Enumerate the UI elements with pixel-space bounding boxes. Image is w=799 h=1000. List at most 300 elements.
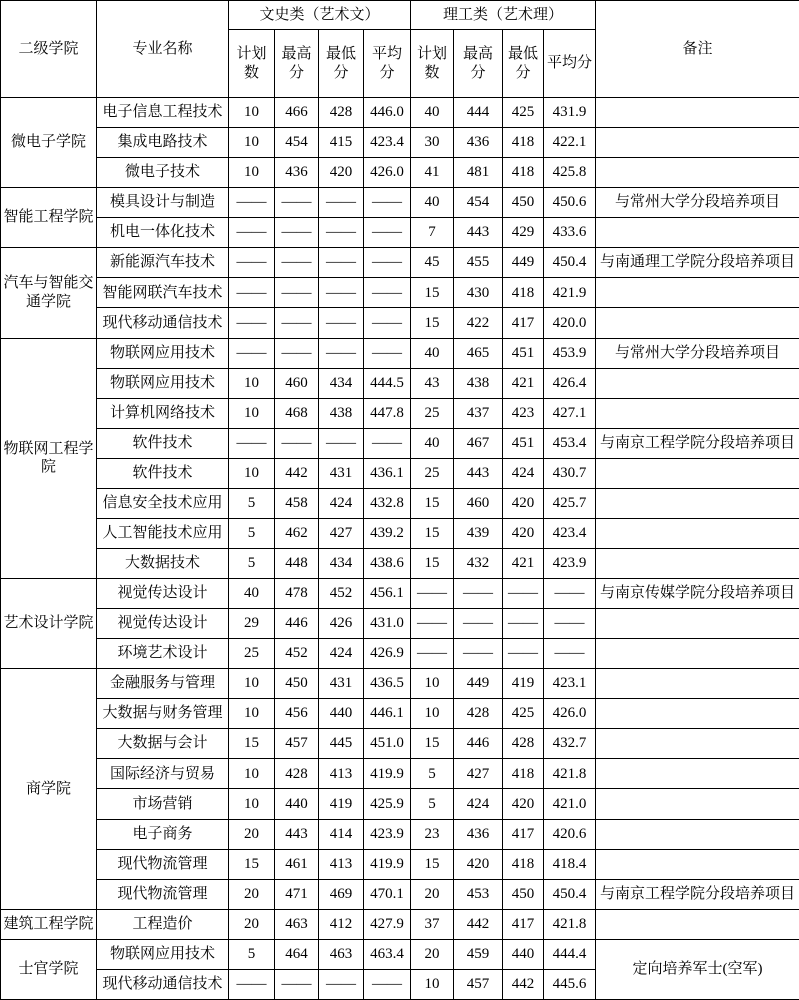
remark-cell — [596, 218, 799, 248]
wenshi-avg-cell: 431.0 — [364, 609, 411, 639]
table-row — [1, 609, 799, 639]
major-name-cell: 电子商务 — [97, 819, 229, 849]
ligong-max-cell: 459 — [454, 939, 503, 969]
wenshi-min-cell: 434 — [319, 368, 364, 398]
ligong-max-cell: 454 — [454, 188, 503, 218]
ligong-plan-cell: 23 — [411, 819, 454, 849]
ligong-max-cell: 422 — [454, 308, 503, 338]
table-row — [1, 759, 799, 789]
ligong-avg-cell: 425.8 — [544, 158, 596, 188]
subheader-ligong-avg: 平均分 — [544, 30, 596, 98]
table-row — [1, 879, 799, 909]
wenshi-min-cell: —— — [319, 218, 364, 248]
wenshi-avg-cell: 426.9 — [364, 639, 411, 669]
ligong-max-cell: 449 — [454, 669, 503, 699]
ligong-plan-cell: 15 — [411, 308, 454, 338]
remark-cell — [596, 368, 799, 398]
ligong-plan-cell: 15 — [411, 518, 454, 548]
wenshi-plan-cell: —— — [229, 308, 275, 338]
remark-cell — [596, 669, 799, 699]
wenshi-max-cell: 462 — [275, 518, 319, 548]
ligong-plan-cell: 15 — [411, 278, 454, 308]
wenshi-plan-cell: 10 — [229, 368, 275, 398]
wenshi-min-cell: 415 — [319, 128, 364, 158]
wenshi-min-cell: 412 — [319, 909, 364, 939]
major-name-cell: 工程造价 — [97, 909, 229, 939]
ligong-min-cell: 424 — [503, 458, 544, 488]
ligong-max-cell: 481 — [454, 158, 503, 188]
table-row — [1, 398, 799, 428]
ligong-min-cell: 418 — [503, 278, 544, 308]
table-row — [1, 278, 799, 308]
header-group-wenshi: 文史类（艺术文） — [229, 1, 411, 30]
ligong-min-cell: —— — [503, 609, 544, 639]
remark-cell — [596, 789, 799, 819]
wenshi-avg-cell: 419.9 — [364, 759, 411, 789]
ligong-avg-cell: 426.4 — [544, 368, 596, 398]
college-name-cell: 艺术设计学院 — [1, 579, 97, 669]
remark-cell — [596, 128, 799, 158]
ligong-avg-cell: 423.9 — [544, 548, 596, 578]
wenshi-max-cell: 452 — [275, 639, 319, 669]
wenshi-min-cell: —— — [319, 248, 364, 278]
ligong-avg-cell: 430.7 — [544, 458, 596, 488]
ligong-avg-cell: 453.4 — [544, 428, 596, 458]
wenshi-min-cell: 431 — [319, 458, 364, 488]
wenshi-plan-cell: 5 — [229, 548, 275, 578]
ligong-max-cell: 424 — [454, 789, 503, 819]
ligong-avg-cell: 420.0 — [544, 308, 596, 338]
wenshi-min-cell: —— — [319, 338, 364, 368]
wenshi-plan-cell: 10 — [229, 669, 275, 699]
major-name-cell: 大数据技术 — [97, 548, 229, 578]
wenshi-plan-cell: —— — [229, 969, 275, 999]
ligong-plan-cell: 40 — [411, 188, 454, 218]
remark-cell — [596, 819, 799, 849]
ligong-avg-cell: —— — [544, 579, 596, 609]
table-row — [1, 488, 799, 518]
remark-cell: 与南通理工学院分段培养项目 — [596, 248, 799, 278]
wenshi-max-cell: 464 — [275, 939, 319, 969]
major-name-cell: 现代移动通信技术 — [97, 969, 229, 999]
wenshi-avg-cell: 444.5 — [364, 368, 411, 398]
wenshi-min-cell: 438 — [319, 398, 364, 428]
ligong-max-cell: —— — [454, 579, 503, 609]
wenshi-min-cell: 452 — [319, 579, 364, 609]
major-name-cell: 电子信息工程技术 — [97, 98, 229, 128]
remark-cell — [596, 729, 799, 759]
wenshi-max-cell: 446 — [275, 609, 319, 639]
table-row — [1, 849, 799, 879]
wenshi-avg-cell: 439.2 — [364, 518, 411, 548]
ligong-max-cell: 443 — [454, 458, 503, 488]
ligong-avg-cell: 420.6 — [544, 819, 596, 849]
ligong-plan-cell: 37 — [411, 909, 454, 939]
major-name-cell: 机电一体化技术 — [97, 218, 229, 248]
ligong-max-cell: 443 — [454, 218, 503, 248]
wenshi-min-cell: —— — [319, 969, 364, 999]
ligong-min-cell: 418 — [503, 759, 544, 789]
remark-cell: 与南京传媒学院分段培养项目 — [596, 579, 799, 609]
wenshi-avg-cell: —— — [364, 338, 411, 368]
ligong-plan-cell: 10 — [411, 969, 454, 999]
ligong-min-cell: 417 — [503, 909, 544, 939]
table-row — [1, 548, 799, 578]
wenshi-plan-cell: —— — [229, 338, 275, 368]
remark-cell — [596, 609, 799, 639]
wenshi-min-cell: 440 — [319, 699, 364, 729]
remark-cell — [596, 849, 799, 879]
wenshi-plan-cell: 29 — [229, 609, 275, 639]
wenshi-min-cell: —— — [319, 428, 364, 458]
table-row — [1, 98, 799, 128]
ligong-max-cell: 439 — [454, 518, 503, 548]
wenshi-plan-cell: 10 — [229, 699, 275, 729]
table-row — [1, 188, 799, 218]
table-row — [1, 338, 799, 368]
major-name-cell: 物联网应用技术 — [97, 368, 229, 398]
ligong-avg-cell: 432.7 — [544, 729, 596, 759]
ligong-max-cell: 444 — [454, 98, 503, 128]
college-name-cell: 微电子学院 — [1, 98, 97, 188]
remark-cell: 与常州大学分段培养项目 — [596, 338, 799, 368]
ligong-plan-cell: —— — [411, 639, 454, 669]
major-name-cell: 软件技术 — [97, 428, 229, 458]
wenshi-avg-cell: —— — [364, 188, 411, 218]
wenshi-plan-cell: 10 — [229, 128, 275, 158]
wenshi-avg-cell: —— — [364, 278, 411, 308]
college-name-cell: 汽车与智能交通学院 — [1, 248, 97, 338]
major-name-cell: 微电子技术 — [97, 158, 229, 188]
major-name-cell: 视觉传达设计 — [97, 609, 229, 639]
wenshi-max-cell: 463 — [275, 909, 319, 939]
wenshi-avg-cell: 423.9 — [364, 819, 411, 849]
subheader-wenshi-max: 最高分 — [275, 30, 319, 98]
wenshi-max-cell: 478 — [275, 579, 319, 609]
table-row — [1, 518, 799, 548]
remark-cell — [596, 639, 799, 669]
wenshi-max-cell: 442 — [275, 458, 319, 488]
wenshi-plan-cell: —— — [229, 278, 275, 308]
ligong-max-cell: 455 — [454, 248, 503, 278]
subheader-wenshi-avg: 平均分 — [364, 30, 411, 98]
wenshi-plan-cell: —— — [229, 428, 275, 458]
wenshi-min-cell: —— — [319, 308, 364, 338]
major-name-cell: 计算机网络技术 — [97, 398, 229, 428]
table-row — [1, 729, 799, 759]
wenshi-min-cell: —— — [319, 188, 364, 218]
college-name-cell: 士官学院 — [1, 939, 97, 999]
major-name-cell: 现代物流管理 — [97, 879, 229, 909]
wenshi-avg-cell: 426.0 — [364, 158, 411, 188]
ligong-avg-cell: —— — [544, 639, 596, 669]
ligong-plan-cell: 40 — [411, 338, 454, 368]
wenshi-plan-cell: 10 — [229, 98, 275, 128]
wenshi-avg-cell: —— — [364, 428, 411, 458]
table-row — [1, 579, 799, 609]
wenshi-max-cell: —— — [275, 188, 319, 218]
ligong-max-cell: —— — [454, 639, 503, 669]
wenshi-plan-cell: 10 — [229, 759, 275, 789]
ligong-min-cell: 421 — [503, 368, 544, 398]
wenshi-max-cell: 440 — [275, 789, 319, 819]
wenshi-plan-cell: 20 — [229, 909, 275, 939]
ligong-max-cell: 453 — [454, 879, 503, 909]
wenshi-min-cell: 413 — [319, 759, 364, 789]
wenshi-min-cell: 419 — [319, 789, 364, 819]
ligong-avg-cell: 433.6 — [544, 218, 596, 248]
ligong-max-cell: 438 — [454, 368, 503, 398]
wenshi-max-cell: —— — [275, 308, 319, 338]
wenshi-min-cell: 469 — [319, 879, 364, 909]
major-name-cell: 现代移动通信技术 — [97, 308, 229, 338]
ligong-max-cell: 432 — [454, 548, 503, 578]
ligong-min-cell: 418 — [503, 128, 544, 158]
major-name-cell: 新能源汽车技术 — [97, 248, 229, 278]
major-name-cell: 视觉传达设计 — [97, 579, 229, 609]
header-group-row — [1, 1, 799, 30]
wenshi-min-cell: 424 — [319, 639, 364, 669]
ligong-max-cell: 446 — [454, 729, 503, 759]
remark-cell — [596, 278, 799, 308]
wenshi-max-cell: 454 — [275, 128, 319, 158]
ligong-min-cell: 440 — [503, 939, 544, 969]
ligong-min-cell: 421 — [503, 548, 544, 578]
major-name-cell: 金融服务与管理 — [97, 669, 229, 699]
wenshi-max-cell: 460 — [275, 368, 319, 398]
wenshi-max-cell: 457 — [275, 729, 319, 759]
wenshi-max-cell: —— — [275, 969, 319, 999]
college-name-cell: 智能工程学院 — [1, 188, 97, 248]
ligong-min-cell: 425 — [503, 699, 544, 729]
table-row — [1, 428, 799, 458]
wenshi-avg-cell: 447.8 — [364, 398, 411, 428]
remark-cell — [596, 548, 799, 578]
wenshi-plan-cell: —— — [229, 248, 275, 278]
ligong-max-cell: 436 — [454, 128, 503, 158]
wenshi-avg-cell: 432.8 — [364, 488, 411, 518]
wenshi-min-cell: 434 — [319, 548, 364, 578]
ligong-avg-cell: 421.9 — [544, 278, 596, 308]
ligong-min-cell: 451 — [503, 338, 544, 368]
ligong-plan-cell: —— — [411, 609, 454, 639]
ligong-max-cell: 420 — [454, 849, 503, 879]
ligong-avg-cell: 426.0 — [544, 699, 596, 729]
remark-cell — [596, 488, 799, 518]
table-row — [1, 669, 799, 699]
header-group-ligong: 理工类（艺术理） — [411, 1, 596, 30]
wenshi-avg-cell: 425.9 — [364, 789, 411, 819]
ligong-plan-cell: 10 — [411, 669, 454, 699]
wenshi-avg-cell: —— — [364, 218, 411, 248]
wenshi-min-cell: —— — [319, 278, 364, 308]
major-name-cell: 信息安全技术应用 — [97, 488, 229, 518]
ligong-plan-cell: 45 — [411, 248, 454, 278]
ligong-avg-cell: 450.4 — [544, 248, 596, 278]
ligong-min-cell: 418 — [503, 849, 544, 879]
wenshi-max-cell: —— — [275, 218, 319, 248]
wenshi-avg-cell: 419.9 — [364, 849, 411, 879]
wenshi-plan-cell: 25 — [229, 639, 275, 669]
wenshi-plan-cell: 10 — [229, 398, 275, 428]
wenshi-avg-cell: 470.1 — [364, 879, 411, 909]
remark-cell — [596, 518, 799, 548]
wenshi-plan-cell: 20 — [229, 819, 275, 849]
ligong-plan-cell: 15 — [411, 548, 454, 578]
wenshi-min-cell: 413 — [319, 849, 364, 879]
ligong-plan-cell: 20 — [411, 939, 454, 969]
ligong-plan-cell: 25 — [411, 458, 454, 488]
remark-cell — [596, 458, 799, 488]
college-name-cell: 建筑工程学院 — [1, 909, 97, 939]
ligong-min-cell: 419 — [503, 669, 544, 699]
table-row — [1, 789, 799, 819]
major-name-cell: 国际经济与贸易 — [97, 759, 229, 789]
wenshi-avg-cell: —— — [364, 308, 411, 338]
ligong-plan-cell: 30 — [411, 128, 454, 158]
ligong-avg-cell: 423.4 — [544, 518, 596, 548]
ligong-max-cell: 457 — [454, 969, 503, 999]
subheader-ligong-min: 最低分 — [503, 30, 544, 98]
wenshi-plan-cell: 20 — [229, 879, 275, 909]
remark-cell: 与南京工程学院分段培养项目 — [596, 428, 799, 458]
wenshi-min-cell: 424 — [319, 488, 364, 518]
wenshi-max-cell: 461 — [275, 849, 319, 879]
ligong-min-cell: 418 — [503, 158, 544, 188]
major-name-cell: 物联网应用技术 — [97, 939, 229, 969]
ligong-max-cell: 437 — [454, 398, 503, 428]
major-name-cell: 物联网应用技术 — [97, 338, 229, 368]
wenshi-avg-cell: 446.1 — [364, 699, 411, 729]
subheader-ligong-plan: 计划数 — [411, 30, 454, 98]
major-name-cell: 智能网联汽车技术 — [97, 278, 229, 308]
wenshi-max-cell: 466 — [275, 98, 319, 128]
wenshi-min-cell: 420 — [319, 158, 364, 188]
wenshi-max-cell: 471 — [275, 879, 319, 909]
major-name-cell: 模具设计与制造 — [97, 188, 229, 218]
ligong-min-cell: 425 — [503, 98, 544, 128]
wenshi-avg-cell: 438.6 — [364, 548, 411, 578]
major-name-cell: 软件技术 — [97, 458, 229, 488]
ligong-avg-cell: 423.1 — [544, 669, 596, 699]
ligong-avg-cell: 421.8 — [544, 909, 596, 939]
wenshi-avg-cell: 423.4 — [364, 128, 411, 158]
wenshi-avg-cell: 436.5 — [364, 669, 411, 699]
wenshi-plan-cell: 40 — [229, 579, 275, 609]
subheader-wenshi-min: 最低分 — [319, 30, 364, 98]
major-name-cell: 集成电路技术 — [97, 128, 229, 158]
ligong-avg-cell: 422.1 — [544, 128, 596, 158]
table-row — [1, 909, 799, 939]
wenshi-max-cell: 450 — [275, 669, 319, 699]
ligong-plan-cell: 40 — [411, 428, 454, 458]
remark-cell: 与常州大学分段培养项目 — [596, 188, 799, 218]
ligong-min-cell: 417 — [503, 308, 544, 338]
ligong-plan-cell: —— — [411, 579, 454, 609]
wenshi-max-cell: 456 — [275, 699, 319, 729]
ligong-avg-cell: 445.6 — [544, 969, 596, 999]
wenshi-max-cell: —— — [275, 338, 319, 368]
ligong-avg-cell: 450.6 — [544, 188, 596, 218]
wenshi-plan-cell: —— — [229, 218, 275, 248]
wenshi-avg-cell: 436.1 — [364, 458, 411, 488]
ligong-plan-cell: 25 — [411, 398, 454, 428]
wenshi-plan-cell: 15 — [229, 849, 275, 879]
ligong-avg-cell: 421.8 — [544, 759, 596, 789]
ligong-plan-cell: 5 — [411, 789, 454, 819]
wenshi-avg-cell: 446.0 — [364, 98, 411, 128]
college-name-cell: 物联网工程学院 — [1, 338, 97, 579]
table-row — [1, 699, 799, 729]
ligong-min-cell: —— — [503, 639, 544, 669]
wenshi-max-cell: —— — [275, 248, 319, 278]
wenshi-avg-cell: 427.9 — [364, 909, 411, 939]
wenshi-plan-cell: 15 — [229, 729, 275, 759]
wenshi-max-cell: 458 — [275, 488, 319, 518]
ligong-min-cell: 442 — [503, 969, 544, 999]
ligong-avg-cell: 421.0 — [544, 789, 596, 819]
ligong-plan-cell: 7 — [411, 218, 454, 248]
table-row — [1, 128, 799, 158]
ligong-avg-cell: 431.9 — [544, 98, 596, 128]
ligong-min-cell: 420 — [503, 518, 544, 548]
table-row — [1, 639, 799, 669]
remark-cell: 与南京工程学院分段培养项目 — [596, 879, 799, 909]
wenshi-max-cell: 443 — [275, 819, 319, 849]
ligong-plan-cell: 40 — [411, 98, 454, 128]
ligong-max-cell: 460 — [454, 488, 503, 518]
major-name-cell: 大数据与会计 — [97, 729, 229, 759]
ligong-plan-cell: 20 — [411, 879, 454, 909]
ligong-avg-cell: 427.1 — [544, 398, 596, 428]
ligong-plan-cell: 5 — [411, 759, 454, 789]
ligong-min-cell: 423 — [503, 398, 544, 428]
wenshi-avg-cell: 463.4 — [364, 939, 411, 969]
remark-cell — [596, 158, 799, 188]
major-name-cell: 人工智能技术应用 — [97, 518, 229, 548]
subheader-wenshi-plan: 计划数 — [229, 30, 275, 98]
wenshi-avg-cell: —— — [364, 969, 411, 999]
ligong-min-cell: 428 — [503, 729, 544, 759]
ligong-max-cell: 467 — [454, 428, 503, 458]
wenshi-max-cell: —— — [275, 428, 319, 458]
ligong-plan-cell: 10 — [411, 699, 454, 729]
ligong-max-cell: 436 — [454, 819, 503, 849]
table-row — [1, 819, 799, 849]
ligong-max-cell: 465 — [454, 338, 503, 368]
wenshi-min-cell: 427 — [319, 518, 364, 548]
ligong-max-cell: 442 — [454, 909, 503, 939]
wenshi-plan-cell: 10 — [229, 789, 275, 819]
ligong-min-cell: 429 — [503, 218, 544, 248]
ligong-max-cell: —— — [454, 609, 503, 639]
wenshi-min-cell: 431 — [319, 669, 364, 699]
wenshi-min-cell: 414 — [319, 819, 364, 849]
ligong-plan-cell: 15 — [411, 849, 454, 879]
table-row — [1, 458, 799, 488]
ligong-avg-cell: 450.4 — [544, 879, 596, 909]
remark-cell — [596, 909, 799, 939]
table-row — [1, 218, 799, 248]
wenshi-max-cell: 436 — [275, 158, 319, 188]
ligong-min-cell: 449 — [503, 248, 544, 278]
table-row — [1, 248, 799, 278]
table-row — [1, 158, 799, 188]
wenshi-plan-cell: 10 — [229, 458, 275, 488]
wenshi-avg-cell: 451.0 — [364, 729, 411, 759]
wenshi-max-cell: 448 — [275, 548, 319, 578]
table-row — [1, 308, 799, 338]
